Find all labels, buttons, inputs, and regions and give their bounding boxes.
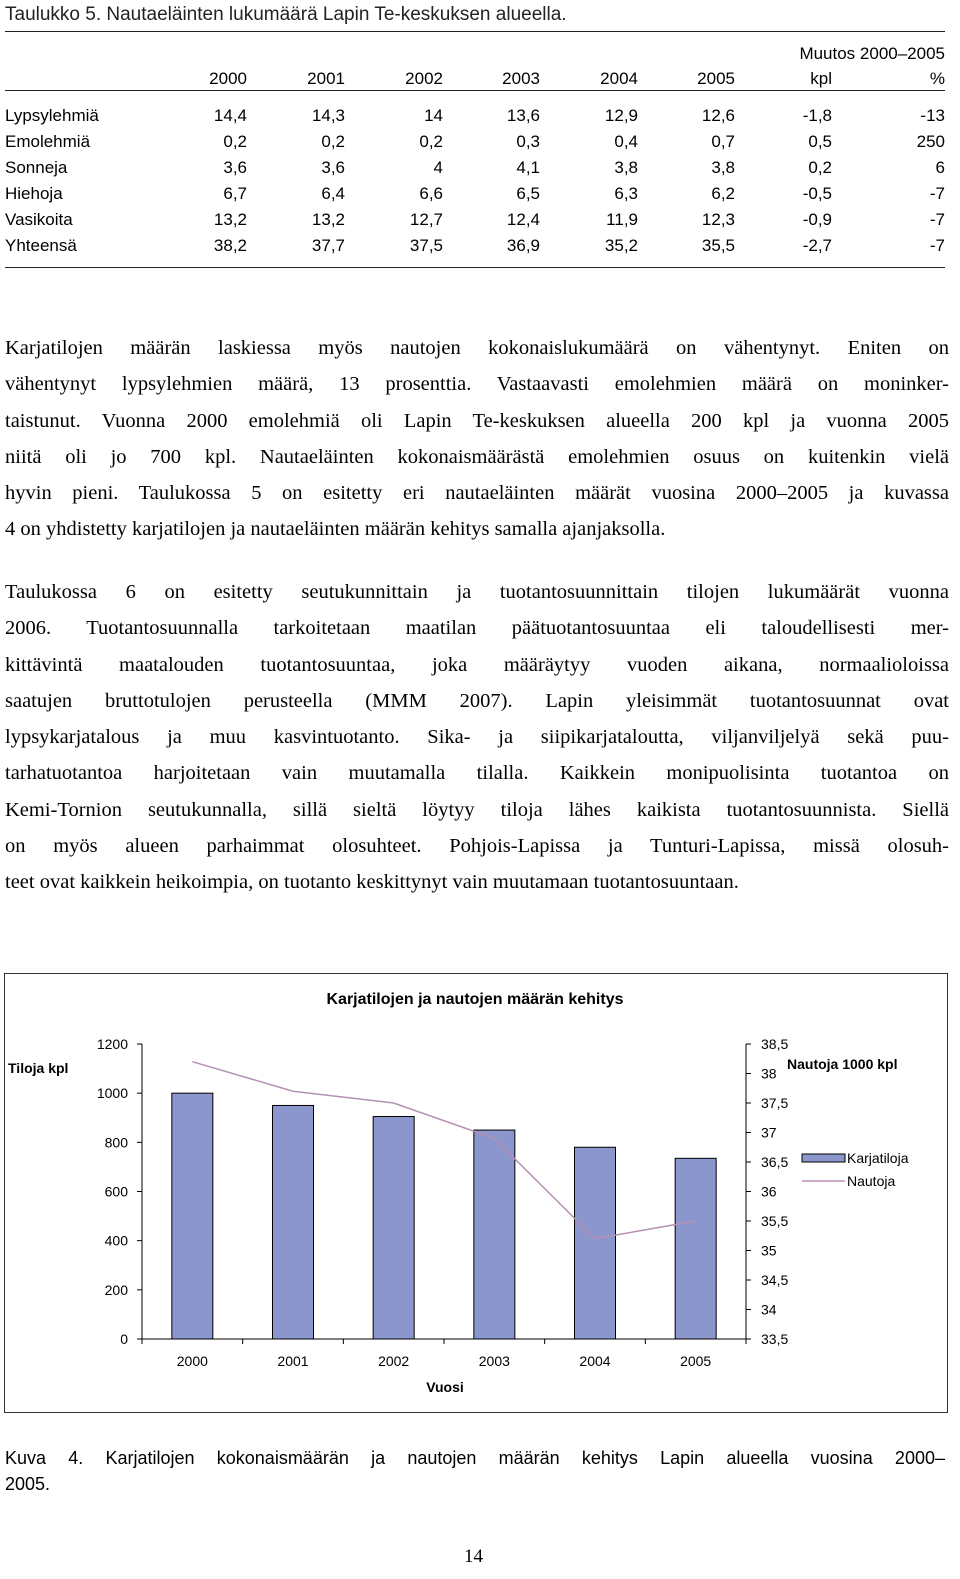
table-cell: 0,4	[614, 132, 638, 151]
table-cell: 13,6	[506, 106, 540, 125]
text-line: Kemi-Tornion seutukunnalla, sillä sieltä löytyy tiloja lähes kaikista tuotantosuunnista. Siellä	[5, 798, 949, 821]
left-axis-title: Tiloja kpl	[8, 1060, 69, 1076]
x-tick-label: 2003	[478, 1353, 510, 1369]
table-cell: 0,3	[516, 132, 540, 151]
chart-frame	[4, 973, 948, 1413]
table-row	[5, 207, 945, 233]
x-axis-title: Vuosi	[426, 1379, 464, 1395]
table-cell: 3,8	[711, 158, 735, 177]
table-top-rule	[5, 31, 945, 32]
table-cell: 12,4	[506, 210, 540, 229]
table-cell: 0,2	[808, 158, 832, 177]
row-label: Vasikoita	[5, 210, 73, 229]
row-label: Sonneja	[5, 158, 68, 177]
table-cell: 37,5	[409, 236, 443, 255]
chart-svg	[5, 974, 946, 1411]
text-line: Taulukossa 6 on esitetty seutukunnittain ja tuotantosuunnittain tilojen lukumäärät vuonna	[5, 581, 949, 603]
bar-karjatiloja	[675, 1158, 716, 1339]
row-label: Hiehoja	[5, 184, 63, 203]
table-cell: 0,2	[223, 132, 247, 151]
table-cell: 3,6	[321, 158, 345, 177]
bar-karjatiloja	[172, 1093, 213, 1339]
col-header: 2003	[502, 69, 540, 88]
text-line: vähentynyt lypsylehmien määrä, 13 prosenttia. Vastaavasti emolehmien määrä on moninker-	[5, 373, 949, 396]
right-tick-label: 35,5	[761, 1213, 789, 1229]
text-line: 2006. Tuotantosuunnalla tarkoitetaan maatilan päätuotantosuuntaa eli taloudellisesti mer-	[5, 617, 949, 640]
col-header: 2001	[307, 69, 345, 88]
table-cell: 6,5	[516, 184, 540, 203]
table-cell: -7	[929, 236, 945, 255]
text-line: taistunut. Vuonna 2000 emolehmiä oli Lapin Te-keskuksen alueella 200 kpl ja vuonna 2005	[5, 409, 949, 432]
right-tick-label: 38,5	[761, 1036, 789, 1052]
page-number: 14	[464, 1546, 483, 1567]
table-cell: 12,6	[701, 106, 735, 125]
x-tick-label: 2005	[680, 1353, 712, 1369]
left-tick-label: 200	[104, 1281, 128, 1298]
left-tick-label: 400	[104, 1232, 128, 1249]
x-tick-label: 2004	[579, 1353, 611, 1369]
row-label: Emolehmiä	[5, 132, 91, 151]
table-row	[5, 129, 945, 155]
table-cell: -7	[929, 210, 945, 229]
table-row	[5, 233, 945, 259]
table-cell: 13,2	[311, 210, 345, 229]
right-tick-label: 34	[761, 1301, 777, 1318]
table-cell: 0,5	[808, 132, 832, 151]
left-tick-label: 0	[120, 1331, 128, 1347]
row-label: Yhteensä	[5, 236, 77, 255]
right-tick-label: 34,5	[761, 1272, 789, 1288]
right-tick-label: 36,5	[761, 1154, 789, 1170]
legend-label-nautoja: Nautoja	[847, 1173, 896, 1189]
text-line: niitä oli jo 700 kpl. Nautaeläinten kokonaismäärästä emolehmien osuus on kuitenkin vielä	[5, 445, 949, 468]
text-line: Kuva 4. Karjatilojen kokonaismäärän ja nautojen määrän kehitys Lapin alueella vuosina 2000–	[5, 1448, 945, 1468]
right-tick-label: 35	[761, 1242, 777, 1259]
table-cell: 6,3	[614, 184, 638, 203]
text-line: teet ovat kaikkein heikoimpia, on tuotanto keskittynyt vain muutamaan tuotantosuuntaan.	[5, 871, 739, 894]
x-tick-label: 2002	[378, 1353, 410, 1369]
text-line: saatujen bruttotulojen perusteella (MMM 2007). Lapin yleisimmät tuotantosuunnat ovat	[5, 689, 949, 712]
bar-karjatiloja	[373, 1117, 414, 1339]
table-cell: 37,7	[311, 236, 345, 255]
table-cell: 6,7	[223, 184, 247, 203]
bar-karjatiloja	[575, 1147, 616, 1339]
table-cell: 3,8	[614, 158, 638, 177]
col-header: 2002	[405, 69, 443, 88]
table-row	[5, 155, 945, 181]
table-cell: 11,9	[606, 210, 638, 229]
table-cell: 12,9	[604, 106, 638, 125]
table-cell: -13	[920, 106, 945, 125]
cattle-table	[5, 40, 945, 259]
table-cell: 38,2	[213, 236, 247, 255]
table-cell: 14	[424, 106, 443, 125]
legend-swatch-karjatiloja	[802, 1154, 845, 1162]
text-line: 4 on yhdistetty karjatilojen ja nautaeläinten määrän kehitys samalla ajanjaksolla.	[5, 518, 666, 541]
table-cell: 250	[916, 132, 945, 151]
table-cell: 6,2	[711, 184, 735, 203]
table-cell: 4	[433, 158, 443, 177]
left-tick-label: 600	[104, 1183, 128, 1200]
table-cell: -1,8	[802, 106, 832, 125]
paragraph-1	[5, 330, 949, 548]
table-header-row	[5, 68, 945, 91]
left-tick-label: 1000	[96, 1085, 128, 1102]
table-cell: 35,2	[604, 236, 638, 255]
table-bottom-rule	[5, 267, 945, 268]
col-header: 2005	[697, 69, 735, 88]
right-tick-label: 33,5	[761, 1331, 789, 1347]
table-cell: 36,9	[506, 236, 540, 255]
legend-label-karjatiloja: Karjatiloja	[847, 1150, 909, 1166]
table-cell: 12,3	[701, 210, 735, 229]
table-cell: 0,2	[419, 132, 443, 151]
change-header: Muutos 2000–2005	[799, 44, 945, 63]
right-tick-label: 37	[761, 1124, 777, 1141]
bar-karjatiloja	[273, 1105, 314, 1339]
chart-title: Karjatilojen ja nautojen määrän kehitys	[326, 991, 624, 1008]
table-cell: 6,4	[321, 184, 345, 203]
table-cell: 0,2	[321, 132, 345, 151]
table-cell: 6	[935, 158, 945, 177]
text-line: lypsykarjatalous ja muu kasvintuotanto. Sika- ja siipikarjataloutta, viljanviljelyä sekä puu-	[5, 726, 949, 749]
right-tick-label: 37,5	[761, 1095, 789, 1111]
col-header: 2004	[600, 69, 638, 88]
table-cell: -0,5	[802, 184, 832, 203]
table-cell: 14,4	[213, 106, 247, 125]
table-caption: Taulukko 5. Nautaeläinten lukumäärä Lapin Te-keskuksen alueella.	[5, 4, 567, 25]
col-header: %	[929, 69, 945, 88]
text-line: kittävintä maatalouden tuotantosuuntaa, joka määräytyy vuoden aikana, normaalioloissa	[5, 653, 949, 676]
col-header: 2000	[209, 69, 247, 88]
paragraph-2	[5, 574, 949, 901]
table-cell: 14,3	[311, 106, 345, 125]
table-row	[5, 103, 945, 129]
right-tick-label: 38	[761, 1065, 777, 1082]
table-row	[5, 181, 945, 207]
table-cell: -7	[929, 184, 945, 203]
table-cell: -0,9	[802, 210, 832, 229]
text-line: 2005.	[5, 1474, 51, 1494]
text-line: Karjatilojen määrän laskiessa myös nautojen kokonaislukumäärä on vähentynyt. Eniten on	[5, 337, 949, 359]
table-cell: 0,7	[711, 132, 735, 151]
x-tick-label: 2000	[176, 1353, 208, 1369]
text-line: hyvin pieni. Taulukossa 5 on esitetty eri nautaeläinten määrät vuosina 2000–2005 ja kuvassa	[5, 482, 949, 505]
col-header: kpl	[810, 69, 832, 88]
row-label: Lypsylehmiä	[5, 106, 99, 125]
table-cell: 3,6	[223, 158, 247, 177]
right-axis-title: Nautoja 1000 kpl	[787, 1056, 898, 1072]
table-cell: -2,7	[802, 236, 832, 255]
table-cell: 13,2	[213, 210, 247, 229]
table-cell: 4,1	[516, 158, 540, 177]
table-cell: 12,7	[409, 210, 443, 229]
figure-caption	[5, 1445, 945, 1497]
bar-karjatiloja	[474, 1130, 515, 1339]
text-line: tarhatuotantoa harjoitetaan vain muutamalla tilalla. Kaikkein monipuolisinta tuotantoa on	[5, 762, 949, 785]
line-nautoja	[192, 1062, 695, 1239]
text-line: on myös alueen parhaimmat olosuhteet. Pohjois-Lapissa ja Tunturi-Lapissa, missä olosuh-	[5, 835, 949, 858]
left-tick-label: 800	[104, 1134, 128, 1151]
x-tick-label: 2001	[277, 1353, 309, 1369]
table-cell: 35,5	[701, 236, 735, 255]
left-tick-label: 1200	[96, 1036, 128, 1052]
table-cell: 6,6	[419, 184, 443, 203]
right-tick-label: 36	[761, 1183, 777, 1200]
